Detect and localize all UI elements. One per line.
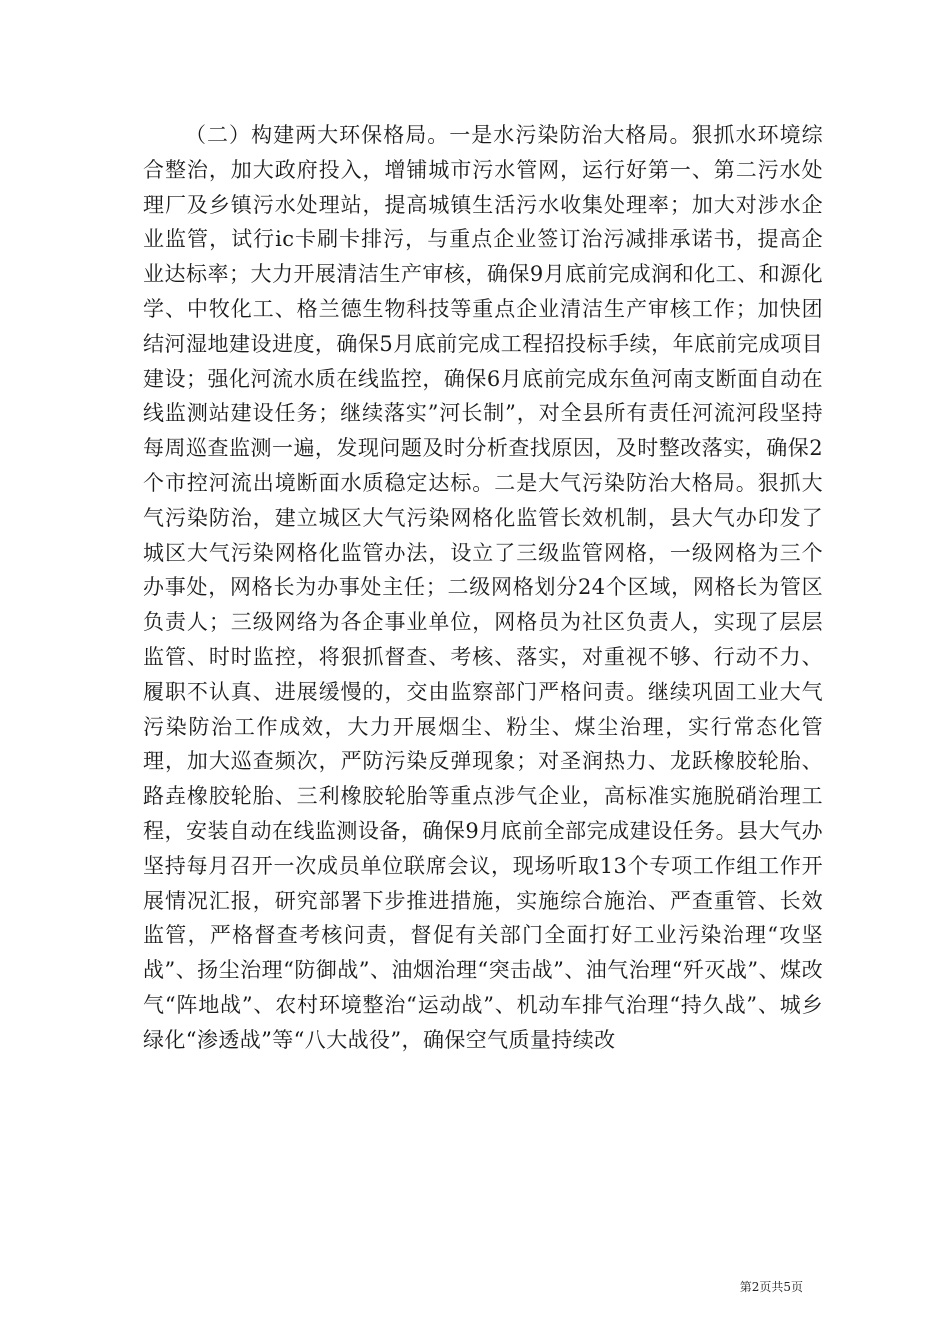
body-paragraph: （二）构建两大环保格局。一是水污染防治大格局。狠抓水环境综合整治，加大政府投入，增铺城市污水管网，运行好第一、第二污水处理厂及乡镇污水处理站，提高城镇生活污水收集处理率；加大对涉水企业监管，试行ic卡刷卡排污，与重点企业签订治污减排承诺书，提高企业达标率；大力开展清洁生产审核，确保9月底前完成润和化工、和源化学、中牧化工、格兰德生物科技等重点企业清洁生产审核工作；加快团结河湿地建设进度，确保5月底前完成工程招投标手续，年底前完成项目建设；强化河流水质在线监控，确保6月底前完成东鱼河南支断面自动在线监测站建设任务；继续落实”河长制”，对全县所有责任河流河段坚持每周巡查监测一遍，发现问题及时分析查找原因，及时整改落实，确保2个市控河流出境断面水质稳定达标。二是大气污染防治大格局。狠抓大气污染防治，建立城区大气污染网格化监管长效机制，县大气办印发了城区大气污染网格化监管办法，设立了三级监管网格，一级网格为三个办事处，网格长为办事处主任；二级网格划分24个区域，网格长为管区负责人；三级网络为各企事业单位，网格员为社区负责人，实现了层层监管、时时监控，将狠抓督查、考核、落实，对重视不够、行动不力、履职不认真、进展缓慢的，交由监察部门严格问责。继续巩固工业大气污染防治工作成效，大力开展烟尘、粉尘、煤尘治理，实行常态化管理，加大巡查频次，严防污染反弹现象；对圣润热力、龙跃橡胶轮胎、路垚橡胶轮胎、三利橡胶轮胎等重点涉气企业，高标准实施脱硝治理工程，安装自动在线监测设备，确保9月底前全部完成建设任务。县大气办坚持每月召开一次成员单位联席会议，现场听取13个专项工作组工作开展情况汇报，研究部署下步推进措施，实施综合施治、严查重管、长效监管，严格督查考核问责，督促有关部门全面打好工业污染治理“攻坚战”、扬尘治理“防御战”、油烟治理“突击战”、油气治理“歼灭战”、煤改气“阵地战”、农村环境整治“运动战”、机动车排气治理“持久战”、城乡绿化“渗透战”等“八大战役”，确保空气质量持续改 [143, 123, 823, 1052]
page-number: 第2页共5页 [739, 1280, 803, 1294]
